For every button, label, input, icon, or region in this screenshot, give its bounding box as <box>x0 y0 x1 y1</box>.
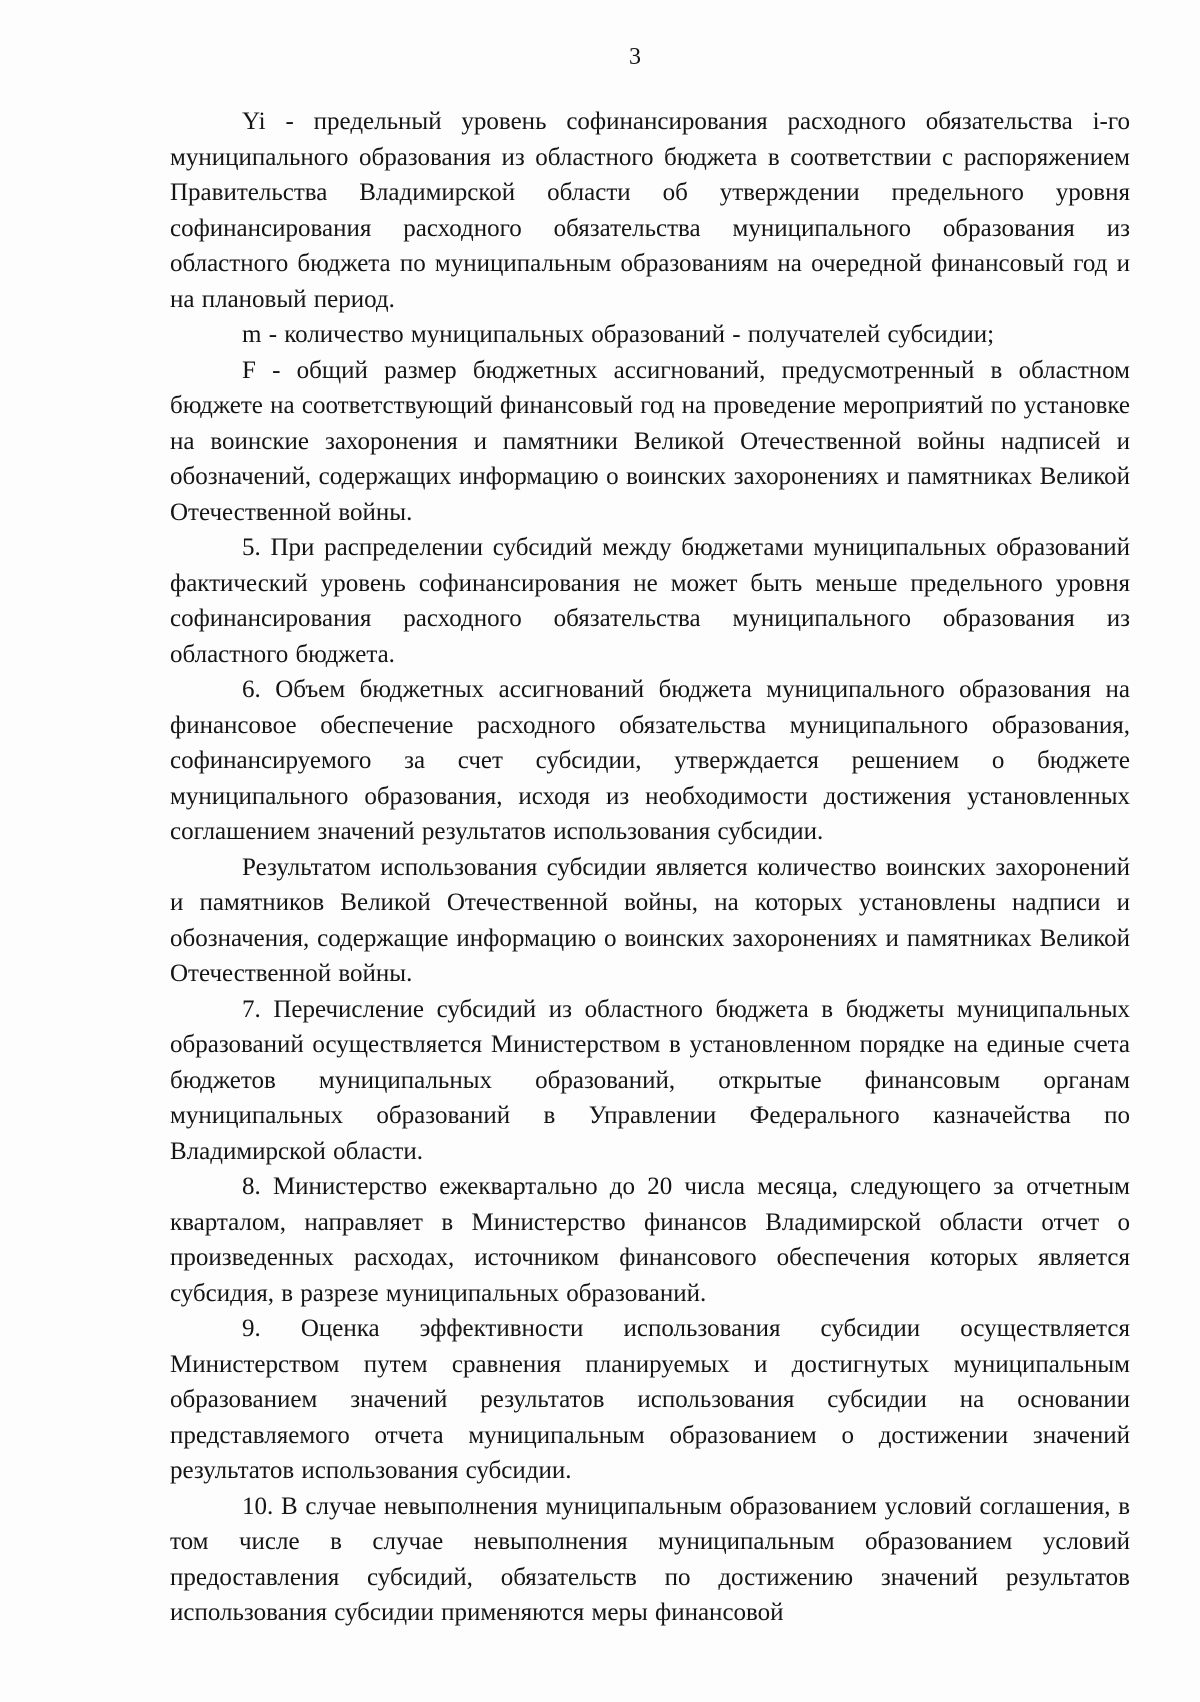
paragraph-m-definition: m - количество муниципальных образований - получателей субсидии; <box>242 321 995 348</box>
page-number: 3 <box>629 44 641 70</box>
paragraph-item-9: 9. Оценка эффективности использования субсидии осуществляется Министерством путем сравнения планируемых и достигнутых муниципальным образованием значений результатов использования субсидии на основании представляемого отчета муниципальным образованием о достижении значений результатов использования субсидии. <box>170 1315 1130 1484</box>
paragraph-f-definition: F - общий размер бюджетных ассигнований, предусмотренный в областном бюджете на соответствующий финансовый год на проведение мероприятий по установке на воинские захоронения и памятники Великой Отечественной войны надписей и обозначений, содержащих информацию о воинских захоронениях и памятниках Великой Отечественной войны. <box>170 356 1131 526</box>
document-body <box>170 104 1130 1631</box>
paragraph-item-10: 10. В случае невыполнения муниципальным образованием условий соглашения, в том числе в случае невыполнения муниципальным образованием условий предоставления субсидий, обязательств по достижению значений результатов использования субсидии применяются меры финансовой <box>170 1492 1130 1626</box>
paragraph-item-5: 5. При распределении субсидий между бюджетами муниципальных образований фактический уровень софинансирования не может быть меньше предельного уровня софинансирования расходного обязательства муниципального образования из областного бюджета. <box>170 534 1130 668</box>
paragraph-item-7: 7. Перечисление субсидий из областного бюджета в бюджеты муниципальных образований осуществляется Министерством в установленном порядке на единые счета бюджетов муниципальных образований, открытые финансовым органам муниципальных образований в Управлении Федерального казначейства по Владимирской области. <box>170 995 1130 1165</box>
paragraph-yi-definition: Yi - предельный уровень софинансирования расходного обязательства i-го муниципального образования из областного бюджета в соответствии с распоряжением Правительства Владимирской области об утверждении предельного уровня софинансирования расходного обязательства муниципального образования из областного бюджета по муниципальным образованиям на очередной финансовый год и на плановый период. <box>170 108 1130 313</box>
paragraph-item-6: 6. Объем бюджетных ассигнований бюджета муниципального образования на финансовое обеспечение расходного обязательства муниципального образования, софинансируемого за счет субсидии, утверждается решением о бюджете муниципального образования, исходя из необходимости достижения установленных соглашением значений результатов использования субсидии. <box>170 676 1130 845</box>
paragraph-item-8: 8. Министерство ежеквартально до 20 числа месяца, следующего за отчетным кварталом, направляет в Министерство финансов Владимирской области отчет о произведенных расходах, источником финансового обеспечения которых является субсидия, в разрезе муниципальных образований. <box>170 1173 1130 1307</box>
paragraph-result-definition: Результатом использования субсидии является количество воинских захоронений и памятников Великой Отечественной войны, на которых установлены надписи и обозначения, содержащие информацию о воинских захоронениях и памятниках Великой Отечественной войны. <box>170 853 1130 987</box>
